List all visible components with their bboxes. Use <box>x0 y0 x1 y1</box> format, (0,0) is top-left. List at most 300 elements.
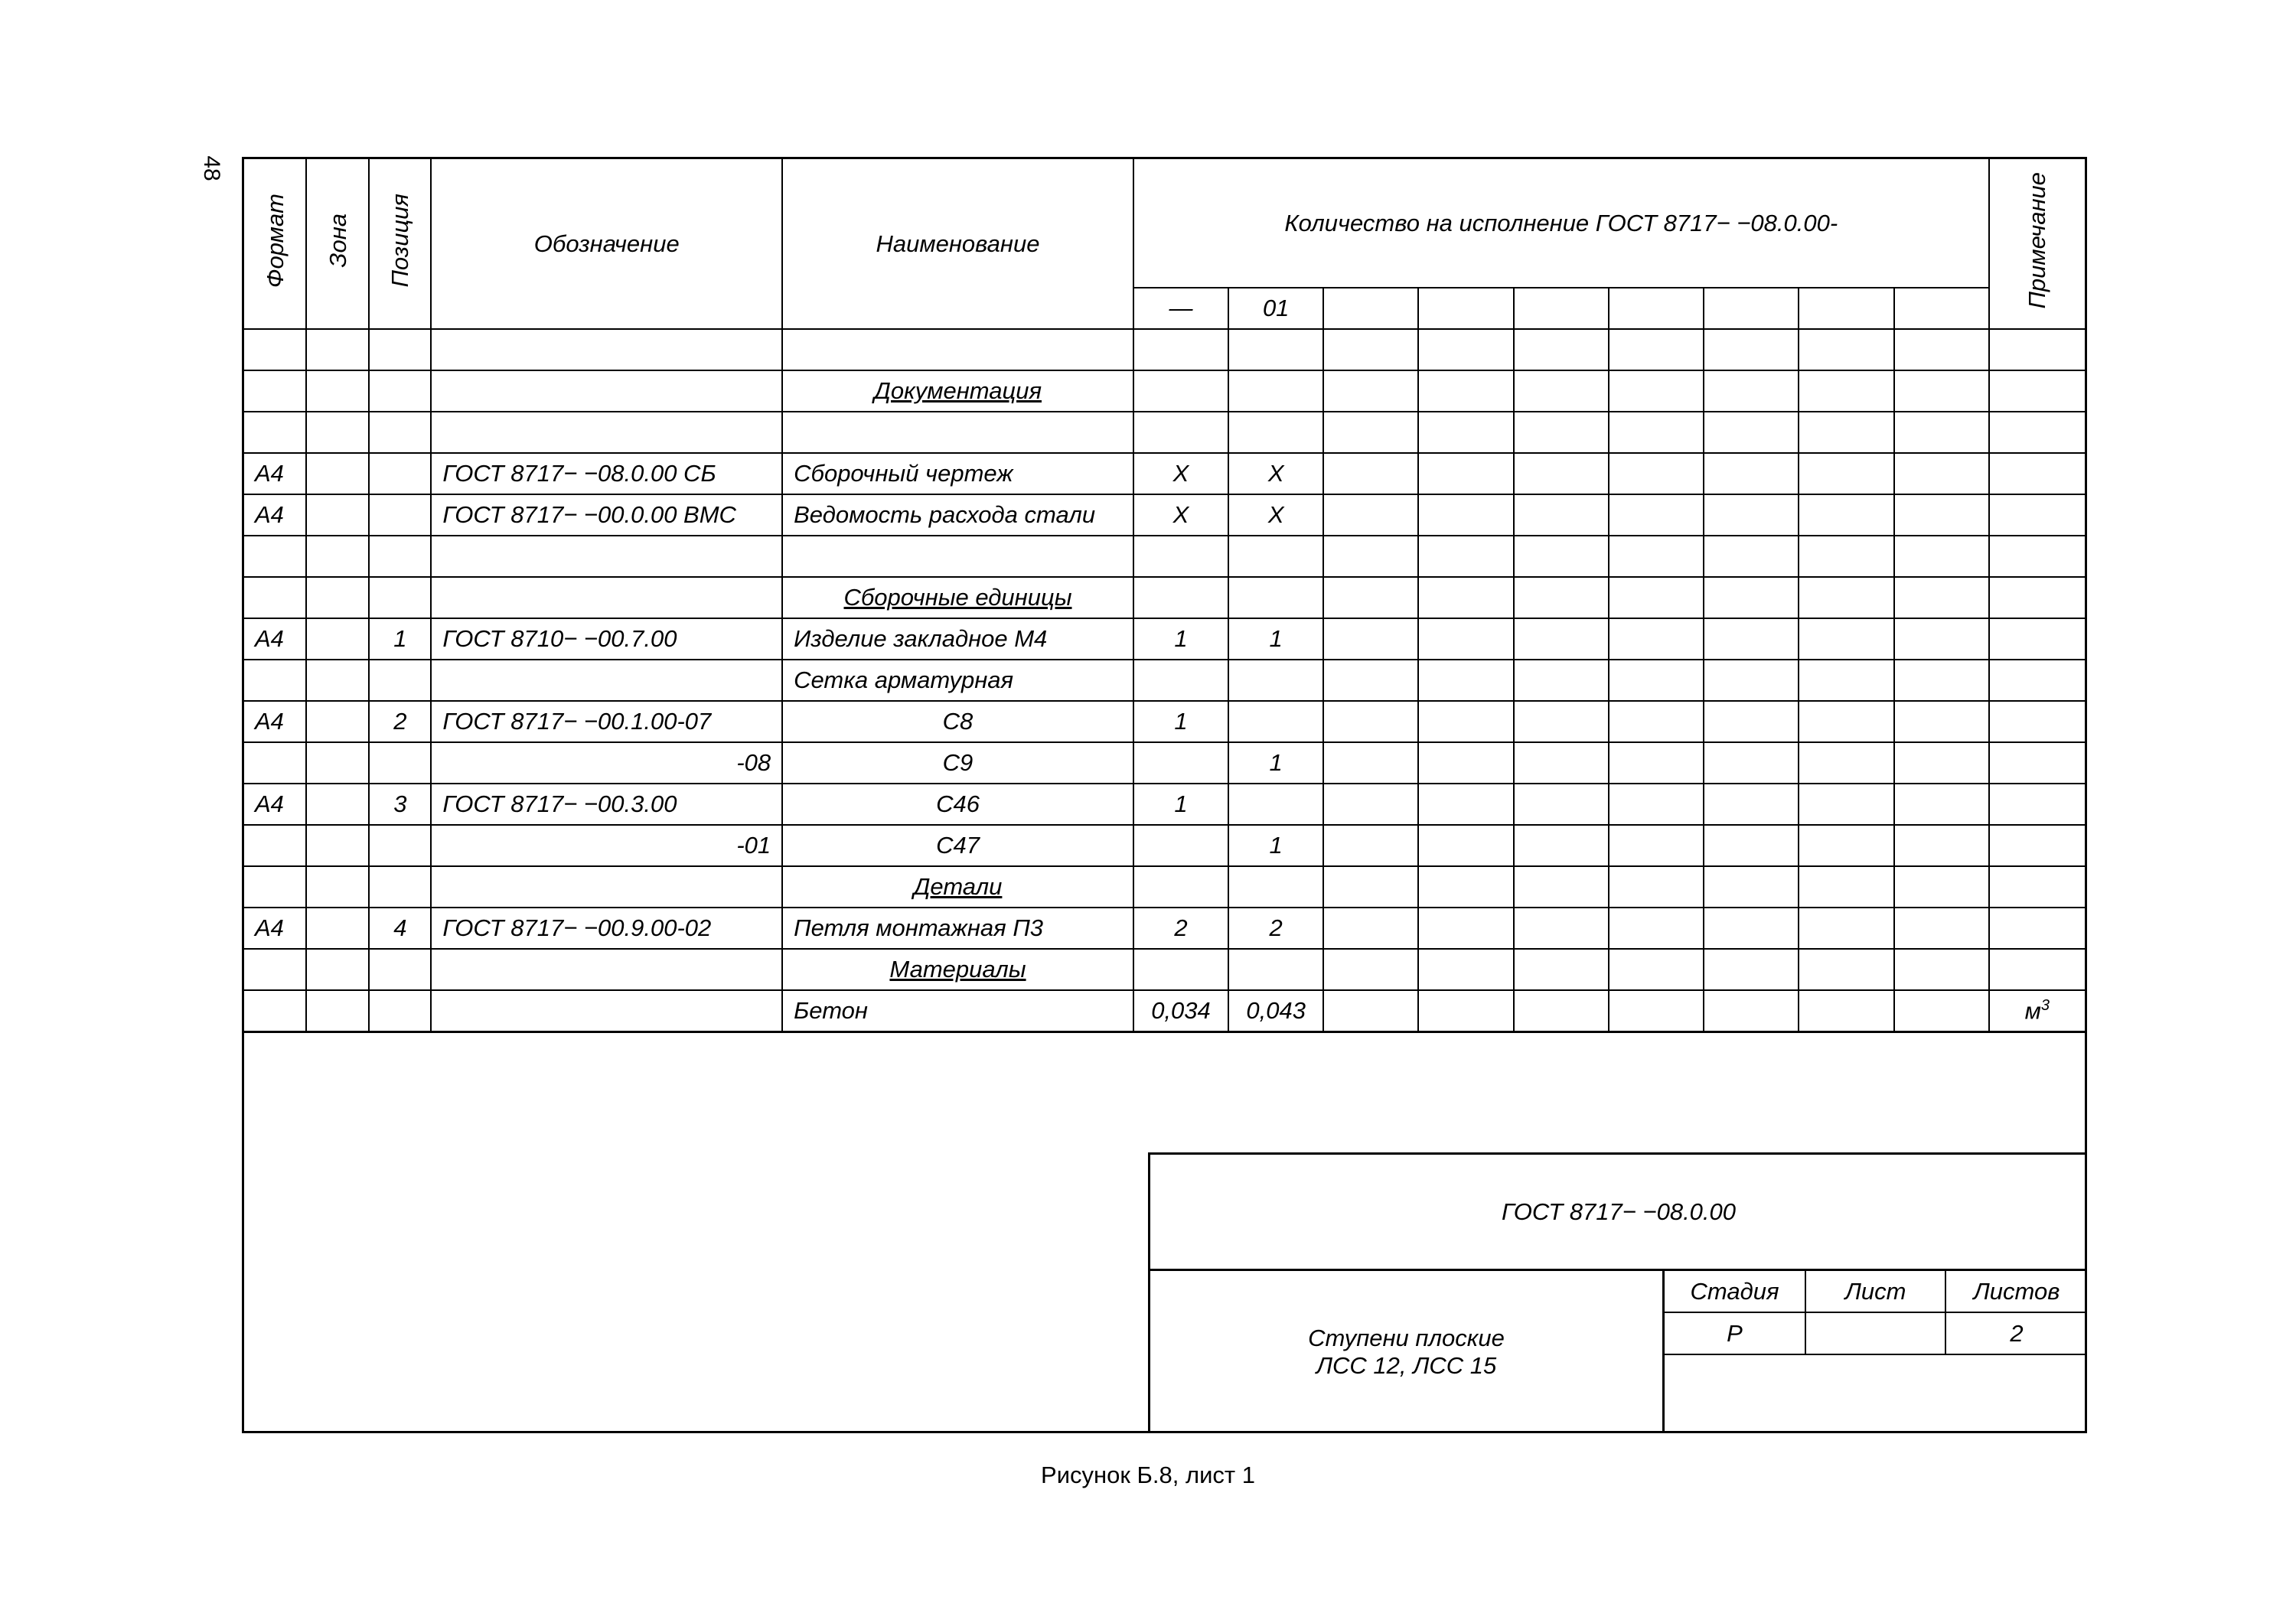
page-number: 48 <box>199 155 224 181</box>
cell-quantity-empty <box>1704 618 1799 660</box>
cell-quantity-base: 0,034 <box>1133 990 1228 1032</box>
cell-quantity-empty <box>1514 784 1609 825</box>
cell-quantity-empty <box>1418 329 1513 370</box>
cell-quantity-01: 1 <box>1228 742 1323 784</box>
header-variant-empty <box>1418 288 1513 329</box>
cell-quantity-empty <box>1514 949 1609 990</box>
cell-quantity-01 <box>1228 784 1323 825</box>
cell-note <box>1989 784 2085 825</box>
cell-zone <box>306 990 369 1032</box>
cell-quantity-empty <box>1704 577 1799 618</box>
cell-quantity-empty <box>1418 494 1513 536</box>
cell-format: А4 <box>244 618 306 660</box>
cell-name: Материалы <box>782 949 1133 990</box>
cell-quantity-empty <box>1323 908 1418 949</box>
cell-zone <box>306 949 369 990</box>
cell-quantity-empty <box>1894 370 1989 412</box>
cell-quantity-01 <box>1228 577 1323 618</box>
cell-zone <box>306 784 369 825</box>
sheet-value <box>1806 1313 1946 1355</box>
cell-designation: ГОСТ 8717− −00.9.00-02 <box>431 908 782 949</box>
cell-position <box>369 825 431 866</box>
cell-quantity-empty <box>1323 412 1418 453</box>
header-variant-empty <box>1894 288 1989 329</box>
cell-quantity-empty <box>1418 825 1513 866</box>
table-row <box>244 577 2085 618</box>
cell-quantity-empty <box>1418 370 1513 412</box>
cell-designation: -01 <box>431 825 782 866</box>
cell-quantity-01 <box>1228 329 1323 370</box>
cell-position <box>369 453 431 494</box>
cell-quantity-empty <box>1323 618 1418 660</box>
cell-quantity-base: 1 <box>1133 618 1228 660</box>
cell-quantity-empty <box>1514 825 1609 866</box>
cell-quantity-empty <box>1323 370 1418 412</box>
cell-quantity-empty <box>1894 825 1989 866</box>
cell-note <box>1989 742 2085 784</box>
cell-quantity-empty <box>1799 908 1893 949</box>
cell-note <box>1989 866 2085 908</box>
cell-quantity-01 <box>1228 701 1323 742</box>
cell-quantity-empty <box>1704 412 1799 453</box>
cell-quantity-01 <box>1228 949 1323 990</box>
cell-quantity-empty <box>1514 370 1609 412</box>
cell-quantity-empty <box>1894 784 1989 825</box>
table-row <box>244 453 2085 494</box>
cell-quantity-empty <box>1799 329 1893 370</box>
cell-quantity-empty <box>1704 494 1799 536</box>
cell-quantity-empty <box>1418 866 1513 908</box>
cell-quantity-empty <box>1894 949 1989 990</box>
cell-quantity-empty <box>1609 577 1704 618</box>
cell-quantity-empty <box>1609 536 1704 577</box>
cell-name: Сетка арматурная <box>782 660 1133 701</box>
header-zone: Зона <box>306 159 369 329</box>
cell-quantity-base <box>1133 577 1228 618</box>
cell-format: А4 <box>244 453 306 494</box>
cell-note <box>1989 370 2085 412</box>
cell-name: С46 <box>782 784 1133 825</box>
cell-quantity-empty <box>1799 742 1893 784</box>
cell-designation <box>431 536 782 577</box>
cell-name: С9 <box>782 742 1133 784</box>
specification-table <box>244 159 2085 1033</box>
table-row <box>244 949 2085 990</box>
cell-quantity-empty <box>1514 618 1609 660</box>
cell-quantity-empty <box>1704 908 1799 949</box>
cell-quantity-empty <box>1894 618 1989 660</box>
table-row <box>244 494 2085 536</box>
cell-format <box>244 577 306 618</box>
cell-position <box>369 660 431 701</box>
cell-quantity-empty <box>1514 494 1609 536</box>
cell-quantity-empty <box>1704 990 1799 1032</box>
cell-quantity-01: 2 <box>1228 908 1323 949</box>
header-position: Позиция <box>369 159 431 329</box>
cell-name: Сборочные единицы <box>782 577 1133 618</box>
cell-designation: ГОСТ 8717− −00.1.00-07 <box>431 701 782 742</box>
cell-quantity-empty <box>1418 908 1513 949</box>
cell-format: А4 <box>244 494 306 536</box>
cell-quantity-empty <box>1894 536 1989 577</box>
cell-quantity-empty <box>1894 494 1989 536</box>
cell-quantity-empty <box>1799 660 1893 701</box>
cell-quantity-empty <box>1894 990 1989 1032</box>
table-row <box>244 866 2085 908</box>
cell-quantity-empty <box>1704 453 1799 494</box>
cell-note <box>1989 949 2085 990</box>
cell-position <box>369 866 431 908</box>
cell-quantity-empty <box>1418 660 1513 701</box>
table-row <box>244 990 2085 1032</box>
cell-quantity-empty <box>1799 453 1893 494</box>
cell-format: А4 <box>244 908 306 949</box>
table-row <box>244 329 2085 370</box>
cell-zone <box>306 329 369 370</box>
cell-quantity-empty <box>1418 536 1513 577</box>
cell-quantity-empty <box>1514 701 1609 742</box>
cell-quantity-empty <box>1323 660 1418 701</box>
cell-quantity-empty <box>1704 701 1799 742</box>
cell-quantity-base: 1 <box>1133 701 1228 742</box>
cell-quantity-empty <box>1418 577 1513 618</box>
cell-quantity-01 <box>1228 370 1323 412</box>
cell-designation <box>431 990 782 1032</box>
cell-zone <box>306 577 369 618</box>
header-variant-empty <box>1799 288 1893 329</box>
cell-name: Сборочный чертеж <box>782 453 1133 494</box>
header-quantity-title: Количество на исполнение ГОСТ 8717− −08.0.00- <box>1133 159 1989 288</box>
cell-quantity-empty <box>1418 949 1513 990</box>
cell-position <box>369 412 431 453</box>
cell-quantity-empty <box>1609 990 1704 1032</box>
cell-quantity-empty <box>1514 866 1609 908</box>
cell-quantity-empty <box>1323 866 1418 908</box>
cell-quantity-empty <box>1418 784 1513 825</box>
cell-designation: ГОСТ 8717− −08.0.00 СБ <box>431 453 782 494</box>
cell-quantity-empty <box>1704 949 1799 990</box>
cell-quantity-empty <box>1894 742 1989 784</box>
header-variant-base: — <box>1133 288 1228 329</box>
cell-quantity-01: 1 <box>1228 825 1323 866</box>
cell-note <box>1989 701 2085 742</box>
cell-quantity-empty <box>1514 660 1609 701</box>
cell-quantity-base <box>1133 825 1228 866</box>
cell-quantity-base <box>1133 742 1228 784</box>
cell-quantity-empty <box>1894 701 1989 742</box>
cell-zone <box>306 453 369 494</box>
cell-quantity-empty <box>1609 825 1704 866</box>
cell-quantity-base <box>1133 866 1228 908</box>
header-variant-empty <box>1514 288 1609 329</box>
table-row <box>244 618 2085 660</box>
cell-position <box>369 949 431 990</box>
header-variant-empty <box>1609 288 1704 329</box>
title-block <box>1148 1152 2087 1433</box>
cell-zone <box>306 742 369 784</box>
cell-quantity-empty <box>1894 412 1989 453</box>
cell-format <box>244 660 306 701</box>
cell-quantity-empty <box>1799 701 1893 742</box>
cell-quantity-empty <box>1799 949 1893 990</box>
cell-quantity-empty <box>1323 701 1418 742</box>
sheets-value: 2 <box>1946 1313 2087 1355</box>
cell-format: А4 <box>244 784 306 825</box>
header-note: Примечание <box>1989 159 2085 329</box>
table-row <box>244 660 2085 701</box>
cell-name: Бетон <box>782 990 1133 1032</box>
cell-quantity-empty <box>1799 494 1893 536</box>
cell-designation <box>431 866 782 908</box>
cell-designation <box>431 949 782 990</box>
cell-quantity-empty <box>1323 990 1418 1032</box>
cell-designation: ГОСТ 8717− −00.3.00 <box>431 784 782 825</box>
table-row <box>244 412 2085 453</box>
cell-quantity-empty <box>1609 660 1704 701</box>
cell-name: Детали <box>782 866 1133 908</box>
cell-quantity-empty <box>1799 370 1893 412</box>
cell-quantity-empty <box>1514 908 1609 949</box>
cell-quantity-01 <box>1228 866 1323 908</box>
cell-quantity-empty <box>1609 618 1704 660</box>
cell-note <box>1989 908 2085 949</box>
cell-position: 3 <box>369 784 431 825</box>
cell-position <box>369 536 431 577</box>
cell-quantity-empty <box>1704 742 1799 784</box>
stage-label: Стадия <box>1665 1271 1806 1313</box>
cell-note <box>1989 536 2085 577</box>
title-block-product-name <box>1150 1271 1665 1433</box>
cell-note: $м^3$ <box>1989 990 2085 1032</box>
cell-quantity-empty <box>1609 949 1704 990</box>
cell-quantity-empty <box>1323 329 1418 370</box>
cell-quantity-empty <box>1514 453 1609 494</box>
cell-format: А4 <box>244 701 306 742</box>
cell-quantity-empty <box>1609 908 1704 949</box>
cell-quantity-01 <box>1228 660 1323 701</box>
cell-format <box>244 329 306 370</box>
cell-quantity-empty <box>1799 618 1893 660</box>
cell-quantity-01: 1 <box>1228 618 1323 660</box>
cell-quantity-empty <box>1323 825 1418 866</box>
title-block-document-code: ГОСТ 8717− −08.0.00 <box>1150 1155 2087 1271</box>
cell-quantity-empty <box>1609 494 1704 536</box>
product-name-line2: ЛСС 12, ЛСС 15 <box>1316 1352 1497 1379</box>
table-row <box>244 908 2085 949</box>
cell-quantity-01: Х <box>1228 494 1323 536</box>
cell-zone <box>306 908 369 949</box>
cell-zone <box>306 825 369 866</box>
cell-quantity-empty <box>1323 742 1418 784</box>
cell-quantity-empty <box>1799 990 1893 1032</box>
cell-quantity-empty <box>1418 412 1513 453</box>
cell-quantity-base <box>1133 329 1228 370</box>
cell-quantity-empty <box>1704 370 1799 412</box>
specification-sheet <box>242 157 2087 1433</box>
cell-format <box>244 536 306 577</box>
table-row <box>244 536 2085 577</box>
table-row <box>244 701 2085 742</box>
cell-note <box>1989 494 2085 536</box>
cell-zone <box>306 701 369 742</box>
cell-designation <box>431 577 782 618</box>
cell-quantity-base <box>1133 370 1228 412</box>
cell-quantity-empty <box>1323 784 1418 825</box>
cell-quantity-empty <box>1609 742 1704 784</box>
cell-position <box>369 329 431 370</box>
cell-quantity-empty <box>1609 412 1704 453</box>
cell-designation: ГОСТ 8710− −00.7.00 <box>431 618 782 660</box>
product-name-line1: Ступени плоские <box>1308 1325 1505 1351</box>
cell-quantity-empty <box>1514 742 1609 784</box>
cell-quantity-empty <box>1418 742 1513 784</box>
cell-quantity-empty <box>1704 866 1799 908</box>
cell-position <box>369 370 431 412</box>
cell-format <box>244 370 306 412</box>
cell-quantity-empty <box>1609 866 1704 908</box>
cell-quantity-empty <box>1799 412 1893 453</box>
cell-note <box>1989 329 2085 370</box>
cell-zone <box>306 866 369 908</box>
cell-quantity-base: 1 <box>1133 784 1228 825</box>
cell-name: Ведомость расхода стали <box>782 494 1133 536</box>
cell-quantity-empty <box>1418 990 1513 1032</box>
cell-quantity-empty <box>1609 784 1704 825</box>
cell-quantity-empty <box>1514 577 1609 618</box>
cell-zone <box>306 494 369 536</box>
specification-body <box>244 159 2085 1032</box>
cell-quantity-01 <box>1228 536 1323 577</box>
cell-note <box>1989 618 2085 660</box>
cell-quantity-01: 0,043 <box>1228 990 1323 1032</box>
cell-position <box>369 577 431 618</box>
sheet-label: Лист <box>1806 1271 1946 1313</box>
header-name: Наименование <box>782 159 1133 329</box>
cell-quantity-empty <box>1323 494 1418 536</box>
cell-quantity-empty <box>1609 329 1704 370</box>
cell-zone <box>306 370 369 412</box>
cell-zone <box>306 536 369 577</box>
cell-position <box>369 742 431 784</box>
cell-name: Изделие закладное М4 <box>782 618 1133 660</box>
cell-note <box>1989 577 2085 618</box>
cell-quantity-empty <box>1514 412 1609 453</box>
cell-format <box>244 866 306 908</box>
cell-quantity-empty <box>1704 784 1799 825</box>
table-row <box>244 370 2085 412</box>
cell-quantity-base: Х <box>1133 453 1228 494</box>
cell-designation <box>431 370 782 412</box>
cell-quantity-empty <box>1799 784 1893 825</box>
cell-position: 2 <box>369 701 431 742</box>
cell-name: Документация <box>782 370 1133 412</box>
cell-quantity-empty <box>1514 536 1609 577</box>
cell-quantity-empty <box>1609 370 1704 412</box>
cell-quantity-empty <box>1799 536 1893 577</box>
cell-designation: ГОСТ 8717− −00.0.00 ВМС <box>431 494 782 536</box>
cell-designation <box>431 329 782 370</box>
cell-quantity-empty <box>1514 329 1609 370</box>
header-variant-empty <box>1323 288 1418 329</box>
cell-quantity-base: Х <box>1133 494 1228 536</box>
cell-note <box>1989 453 2085 494</box>
cell-quantity-empty <box>1894 329 1989 370</box>
cell-quantity-empty <box>1323 577 1418 618</box>
cell-zone <box>306 660 369 701</box>
cell-quantity-base <box>1133 412 1228 453</box>
cell-quantity-empty <box>1799 825 1893 866</box>
cell-designation <box>431 660 782 701</box>
cell-quantity-base <box>1133 660 1228 701</box>
cell-quantity-empty <box>1609 701 1704 742</box>
cell-note <box>1989 412 2085 453</box>
cell-format <box>244 742 306 784</box>
header-format: Формат <box>244 159 306 329</box>
cell-quantity-empty <box>1704 660 1799 701</box>
stage-value: Р <box>1665 1313 1806 1355</box>
header-designation: Обозначение <box>431 159 782 329</box>
cell-position: 4 <box>369 908 431 949</box>
cell-quantity-empty <box>1894 660 1989 701</box>
cell-format <box>244 990 306 1032</box>
cell-format <box>244 949 306 990</box>
cell-quantity-01: Х <box>1228 453 1323 494</box>
cell-quantity-empty <box>1704 329 1799 370</box>
cell-quantity-base: 2 <box>1133 908 1228 949</box>
cell-quantity-empty <box>1323 536 1418 577</box>
cell-quantity-empty <box>1418 701 1513 742</box>
cell-position <box>369 990 431 1032</box>
cell-quantity-base <box>1133 536 1228 577</box>
header-variant-empty <box>1704 288 1799 329</box>
header-variant-01: 01 <box>1228 288 1323 329</box>
cell-name: Петля монтажная П3 <box>782 908 1133 949</box>
cell-name <box>782 412 1133 453</box>
cell-quantity-base <box>1133 949 1228 990</box>
figure-caption: Рисунок Б.8, лист 1 <box>1041 1462 1255 1488</box>
cell-position <box>369 494 431 536</box>
title-block-stage-grid <box>1665 1271 2087 1433</box>
table-row <box>244 825 2085 866</box>
cell-quantity-01 <box>1228 412 1323 453</box>
cell-designation: -08 <box>431 742 782 784</box>
cell-quantity-empty <box>1799 577 1893 618</box>
sheets-label: Листов <box>1946 1271 2087 1313</box>
cell-format <box>244 825 306 866</box>
cell-note <box>1989 825 2085 866</box>
cell-designation <box>431 412 782 453</box>
table-row <box>244 784 2085 825</box>
cell-quantity-empty <box>1418 453 1513 494</box>
cell-format <box>244 412 306 453</box>
cell-position: 1 <box>369 618 431 660</box>
cell-name: С8 <box>782 701 1133 742</box>
cell-quantity-empty <box>1418 618 1513 660</box>
table-row <box>244 742 2085 784</box>
cell-zone <box>306 412 369 453</box>
cell-quantity-empty <box>1704 536 1799 577</box>
cell-quantity-empty <box>1704 825 1799 866</box>
cell-name <box>782 536 1133 577</box>
cell-quantity-empty <box>1894 908 1989 949</box>
cell-name: С47 <box>782 825 1133 866</box>
cell-quantity-empty <box>1323 949 1418 990</box>
cell-quantity-empty <box>1514 990 1609 1032</box>
cell-quantity-empty <box>1894 577 1989 618</box>
cell-quantity-empty <box>1323 453 1418 494</box>
cell-zone <box>306 618 369 660</box>
cell-name <box>782 329 1133 370</box>
